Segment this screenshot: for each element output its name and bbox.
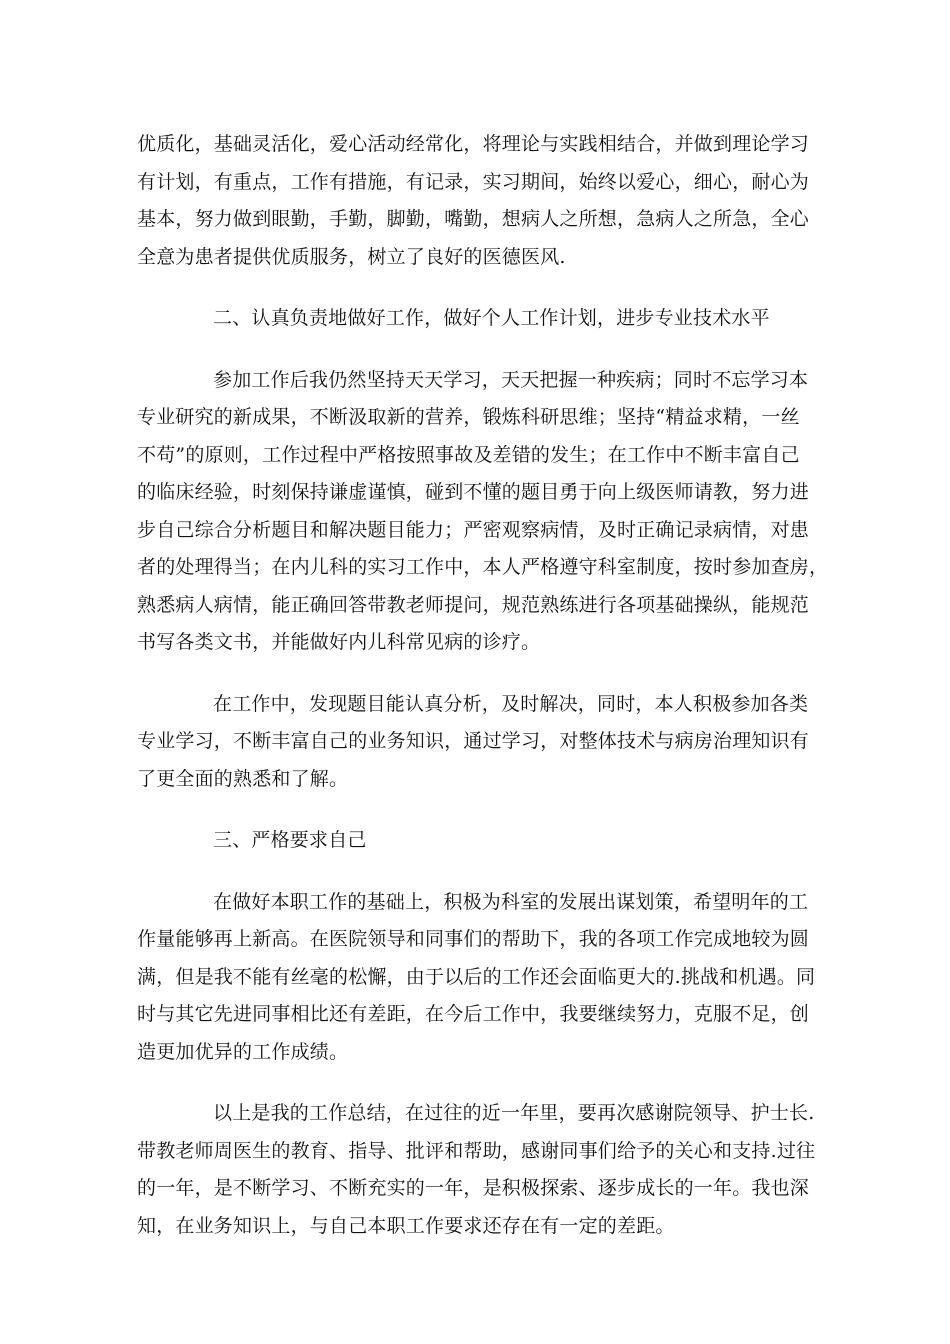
text-line: 以上是我的工作总结，在过往的近一年里，要再次感谢院领导、护士长. bbox=[213, 1102, 815, 1124]
text-line: 知，在业务知识上，与自己本职工作要求还存在有一定的差距。 bbox=[137, 1214, 675, 1237]
text-line: 优质化，基础灵活化，爱心活动经常化，将理论与实践相结合，并做到理论学习 bbox=[137, 133, 810, 155]
paragraph-strict-requirements bbox=[137, 884, 816, 1072]
text-line: 全意为患者提供优质服务，树立了良好的医德医风. bbox=[137, 245, 566, 268]
text-line: 在工作中，发现题目能认真分析，及时解决，同时，本人积极参加各类 bbox=[213, 692, 809, 715]
text-line: 者的处理得当；在内儿科的实习工作中，本人严格遵守科室制度，按时参加查房， bbox=[137, 556, 829, 578]
text-line: 基本，努力做到眼勤，手勤，脚勤，嘴勤，想病人之所想，急病人之所急，全心 bbox=[137, 208, 810, 230]
paragraph-work-study bbox=[137, 362, 829, 662]
text-line: 有计划，有重点，工作有措施，有记录，实习期间，始终以爱心，细心，耐心为 bbox=[137, 170, 810, 193]
text-line: 作量能够再上新高。在医院领导和同事们的帮助下，我的各项工作完成地较为圆 bbox=[137, 928, 810, 950]
section-heading-three bbox=[137, 822, 813, 860]
text-line: 书写各类文书，并能做好内儿科常见病的诊疗。 bbox=[137, 631, 541, 653]
text-line: 的临床经验，时刻保持谦虚谨慎，碰到不懂的题目勇于向上级医师请教，努力进 bbox=[137, 481, 810, 503]
text-line: 满，但是我不能有丝毫的松懈，由于以后的工作还会面临更大的.挑战和机遇。同 bbox=[137, 965, 816, 988]
text-line: 熟悉病人病情，能正确回答带教老师提问，规范熟练进行各项基础操纵，能规范 bbox=[137, 593, 810, 616]
heading-text: 二、认真负责地做好工作，做好个人工作计划，进步专业技术水平 bbox=[213, 307, 770, 329]
text-line: 了更全面的熟悉和了解。 bbox=[137, 767, 349, 790]
paragraph-continuation bbox=[137, 126, 813, 276]
text-line: 带教老师周医生的教育、指导、批评和帮助，感谢同事们给予的关心和支持.过往 bbox=[137, 1139, 816, 1162]
text-line: 的一年，是不断学习、不断充实的一年，是积极探索、逐步成长的一年。我也深 bbox=[137, 1177, 810, 1199]
text-line: 不苟”的原则，工作过程中严格按照事故及差错的发生；在工作中不断丰富自己 bbox=[137, 443, 800, 466]
section-heading-two bbox=[137, 300, 813, 338]
text-line: 参加工作后我仍然坚持天天学习，天天把握一种疾病；同时不忘学习本 bbox=[213, 368, 809, 391]
paragraph-summary bbox=[137, 1095, 816, 1245]
text-line: 专业研究的新成果，不断汲取新的营养，锻炼科研思维；坚持“精益求精，一丝 bbox=[137, 406, 800, 428]
heading-text: 三、严格要求自己 bbox=[213, 829, 367, 851]
text-line: 专业学习，不断丰富自己的业务知识，通过学习，对整体技术与病房治理知识有 bbox=[137, 730, 810, 752]
paragraph-problem-solving bbox=[137, 686, 813, 799]
document-body bbox=[137, 126, 829, 1269]
text-line: 造更加优异的工作成绩。 bbox=[137, 1040, 349, 1063]
text-line: 在做好本职工作的基础上，积极为科室的发展出谋划策，希望明年的工 bbox=[213, 890, 809, 913]
text-line: 步自己综合分析题目和解决题目能力；严密观察病情，及时正确记录病情，对患 bbox=[137, 518, 810, 541]
text-line: 时与其它先进同事相比还有差距，在今后工作中，我要继续努力，克服不足，创 bbox=[137, 1003, 810, 1025]
